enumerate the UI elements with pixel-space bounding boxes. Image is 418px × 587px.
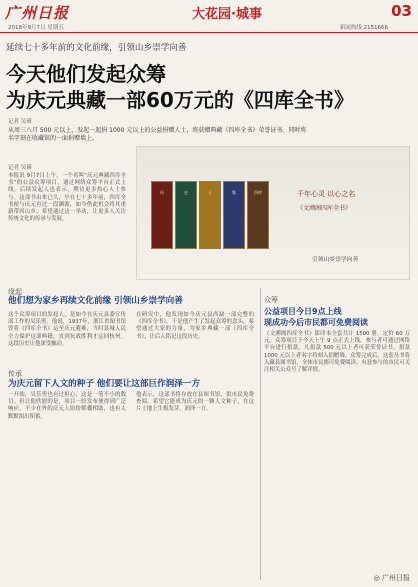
story3-text-col2: 他表示，这部书将存放在县图书馆，供市民免费查阅。希望它能成为庆元的一颗人文种子，在这片土地上生根发芽，润泽一方。 — [136, 392, 254, 413]
page-number: 03 — [391, 2, 412, 20]
story2-title: 他们想为家乡再续文化前缘 引领山乡崇学向善 — [8, 296, 183, 306]
story1-text: 本报讯 9月7日上午，一个名叫“庆元典藏四库全书”的公益众筹项目，通过网络众筹平台正式上线。后续发起人也表示，期待更多热心人士参与。这部书由来已久，早在七十多年前，四库全书便与庆元有过一段渊源，如今借此机会将其重新带回山乡。希望通过这一举动，让更多人关注传统文化的传承与发展。 — [8, 173, 126, 223]
campaign-poster-image — [136, 146, 410, 280]
watermark: ◎ 广州日报 — [373, 574, 410, 582]
issue-date: 2018年9月7日 星期五 — [8, 25, 64, 31]
story2-kicker: 缘起 — [8, 288, 22, 296]
newspaper-logo: 广州日报 — [5, 4, 70, 22]
feature-headline-line-2: 为庆元典藏一部60万元的《四库全书》 — [6, 88, 354, 112]
story3-text-col1: 一开始，吴乐勇也有过担心，这是一笔不小的数目。但让他欣慰的是，项目一经发布便得到广泛响应，不少在外的庆元人纷纷解囊相助，也有人默默捐出积蓄。 — [8, 392, 126, 420]
story1-credit: 记者 吴瑛 — [8, 165, 32, 171]
masthead — [0, 0, 418, 22]
book-volume: 子 — [199, 181, 221, 249]
book-volume: 史 — [175, 181, 197, 249]
story3-kicker: 传承 — [8, 370, 22, 378]
news-hotline: 新闻热线 2151666 — [339, 25, 388, 31]
book-volume: 四库 — [247, 181, 269, 249]
book-volume: 经 — [151, 181, 173, 249]
sidebar-text: 《文溯阁四库全书》影印本全套共计 1500 册，定价 60 万元。众筹项目于今天上午 9 点正式上线，参与者可通过网络平台进行捐款。凡捐款 500 元以上者可获荣誉证书，捐款 1000 元以上者名字将刻入捐赠墙。众筹完成后，这套丛书将入藏县图书馆，全体市民都可免费阅读。有意参与的市民可关注相关公众号了解详情。 — [264, 331, 410, 374]
poster-caption: 引领山乡崇学向善 — [312, 257, 359, 263]
poster-title: 千年心灵 以心之名 — [297, 190, 356, 198]
sidebar-title-2: 现成功今后市民都可免费阅读 — [264, 318, 368, 327]
reporter-byline: 记者 吴瑛 — [8, 119, 32, 125]
story2-text-col1: 这个众筹项目的发起人，是如今在庆元县委宣传部工作的吴乐勇。他说，1937年，浙江省图书馆曾将《四库全书》运至庆元避难，当时县城人民全力保护这部典籍，直到抗战胜利才运回杭州。这段历史让他深受触动。 — [8, 312, 126, 347]
sidebar-kicker: 众筹 — [264, 296, 278, 304]
feature-kicker: 延续七十多年前的文化前缘，引领山乡崇学向善 — [6, 43, 187, 53]
sidebar-title-1: 公益项目今日9点上线 — [264, 307, 342, 316]
book-volume: 集 — [223, 181, 245, 249]
issue-row — [0, 23, 418, 33]
poster-subtitle: 《文溯阁四库全书》 — [297, 205, 352, 212]
feature-lead: 从周三八月 500 元以上，发起一起捐 1000 元以上的公益捐赠人士，将获赠典藏《四库全书》荣誉证书。同时将名字刻在收藏馆的一面捐赠墙上。 — [8, 127, 307, 142]
story3-title: 为庆元留下人文的种子 他们要让这部巨作润泽一方 — [8, 379, 201, 389]
column-divider — [260, 288, 261, 580]
section-title: 大花园·城事 — [192, 7, 262, 22]
story2-text-col2: 在研究中，他发现如今庆元县尚缺一部完整的《四库全书》。于是他产生了发起众筹的念头，希望通过大家的力量，为家乡典藏一部《四库全书》，让后人铭记这段历史。 — [136, 312, 254, 340]
feature-headline-line-1: 今天他们发起众筹 — [6, 62, 166, 86]
